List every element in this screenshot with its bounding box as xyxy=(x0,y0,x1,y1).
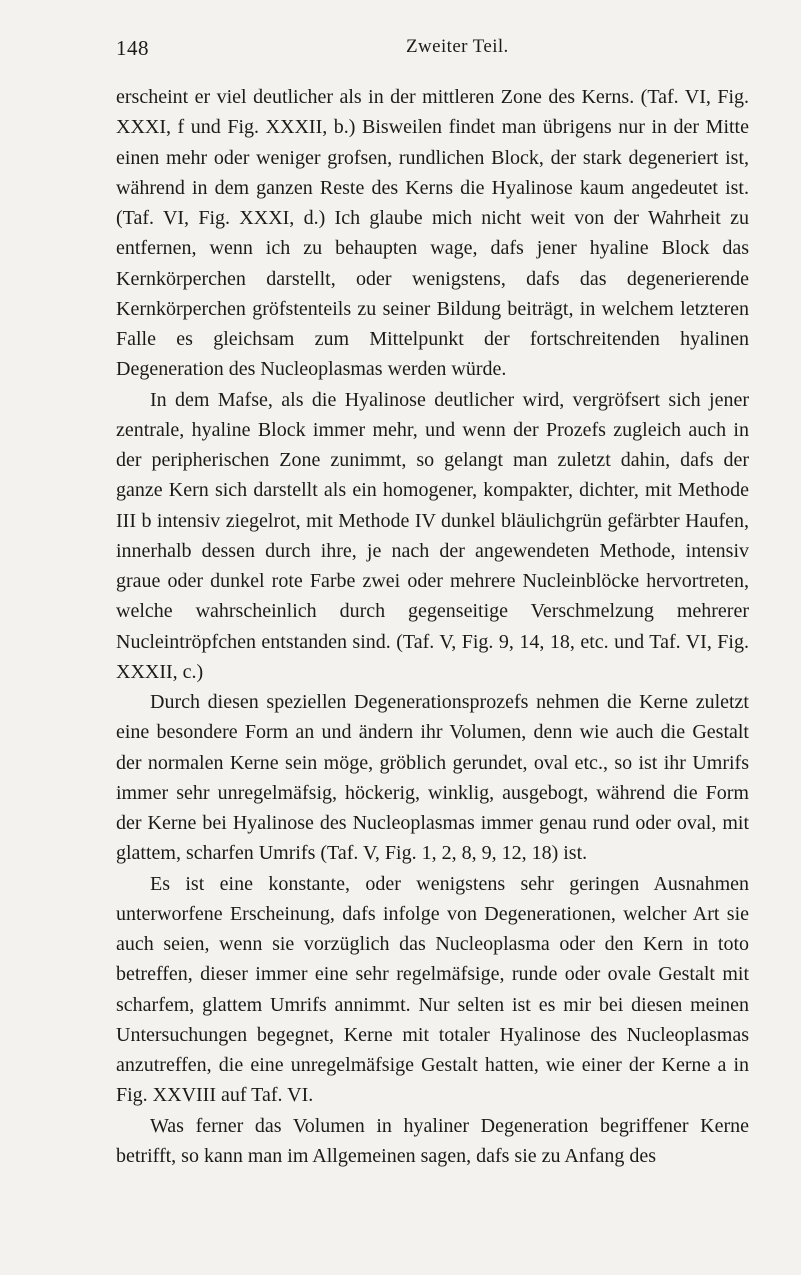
page-header xyxy=(116,36,749,66)
page-number: 148 xyxy=(116,36,149,60)
paragraph: In dem Mafse, als die Hyalinose deutlicher wird, vergröfsert sich jener zentrale, hyaline Block immer mehr, und wenn der Prozefs zugleich auch in der peripherischen Zone zunimmt, so gelangt man zuletzt dahin, dafs der ganze Kern sich darstellt als ein homogener, kompakter, dichter, mit Methode III b intensiv ziegelrot, mit Methode IV dunkel bläulichgrün gefärbter Haufen, innerhalb dessen durch ihre, je nach der angewendeten Methode, intensiv graue oder dunkel rote Farbe zwei oder mehrere Nucleinblöcke hervortreten, welche wahrscheinlich durch gegenseitige Verschmelzung mehrerer Nucleintröpfchen entstanden sind. (Taf. V, Fig. 9, 14, 18, etc. und Taf. VI, Fig. XXXII, c.) xyxy=(116,388,749,683)
paragraph-continuation: erscheint er viel deutlicher als in der mittleren Zone des Kerns. (Taf. VI, Fig. XXXI, f und Fig. XXXII, b.) Bisweilen findet man übrigens nur in der Mitte einen mehr oder weniger grofsen, rundlichen Block, der stark degeneriert ist, während in dem ganzen Reste des Kerns die Hyalinose kaum angedeutet ist. (Taf. VI, Fig. XXXI, d.) Ich glaube mich nicht weit von der Wahrheit zu entfernen, wenn ich zu behaupten wage, dafs jener hyaline Block das Kernkörperchen darstellt, oder wenigstens, dafs das degenerierende Kernkörperchen gröfstenteils zu seiner Bildung beiträgt, in welchem letzteren Falle es gleichsam zum Mittelpunkt der fortschreitenden hyalinen Degeneration des Nucleoplasmas werden würde. xyxy=(116,86,749,381)
paragraph: Durch diesen speziellen Degenerationsprozefs nehmen die Kerne zuletzt eine besondere Form an und ändern ihr Volumen, denn wie auch die Gestalt der normalen Kerne sein möge, gröblich gerundet, oval etc., so ist ihr Umrifs immer sehr unregelmäfsig, höckerig, winklig, ausgebogt, während die Form der Kerne bei Hyalinose des Nucleoplasmas immer genau rund oder oval, mit glattem, scharfen Umrifs (Taf. V, Fig. 1, 2, 8, 9, 12, 18) ist. xyxy=(116,691,749,865)
body-text xyxy=(116,82,749,1171)
running-head: Zweiter Teil. xyxy=(406,36,509,57)
paragraph: Was ferner das Volumen in hyaliner Degeneration begriffener Kerne betrifft, so kann man im Allgemeinen sagen, dafs sie zu Anfang des xyxy=(116,1114,749,1167)
paragraph: Es ist eine konstante, oder wenigstens sehr geringen Ausnahmen unterworfene Erscheinung, dafs infolge von Degenerationen, welcher Art sie auch seien, wenn sie vorzüglich das Nucleoplasma oder den Kern in toto betreffen, dieser immer eine sehr regelmäfsige, runde oder ovale Gestalt mit scharfem, glattem Umrifs annimmt. Nur selten ist es mir bei diesen meinen Untersuchungen begegnet, Kerne mit totaler Hyalinose des Nucleoplasmas anzutreffen, die eine unregelmäfsige Gestalt hatten, wie einer der Kerne a in Fig. XXVIII auf Taf. VI. xyxy=(116,872,749,1107)
